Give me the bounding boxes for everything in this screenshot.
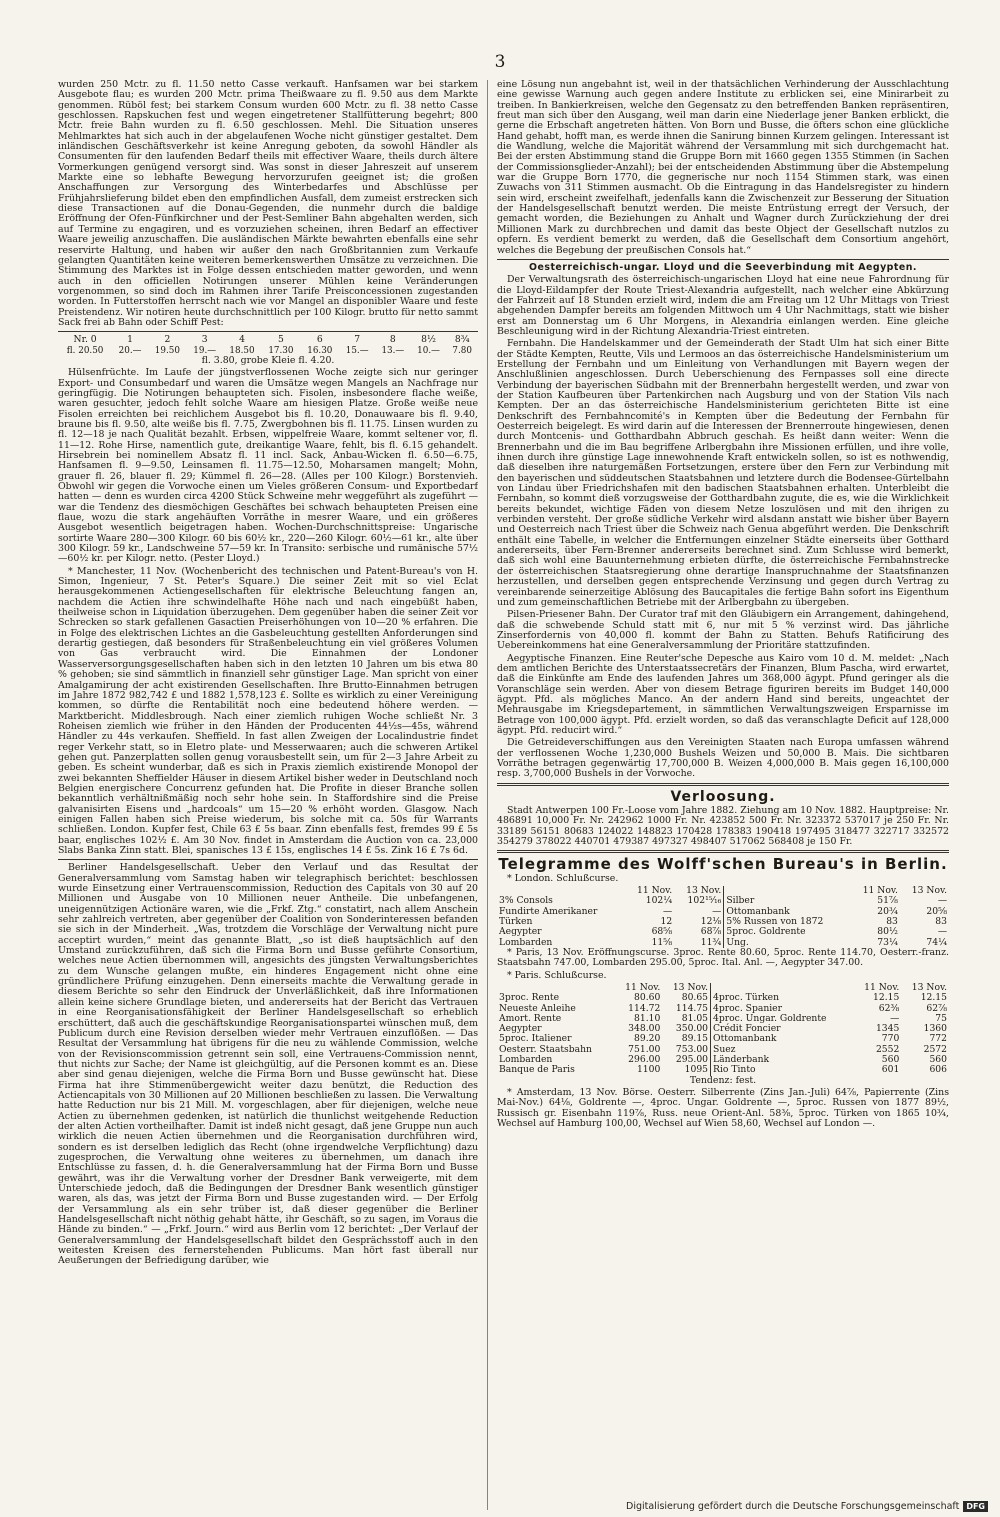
quote-value-cell: 80.60 — [634, 992, 661, 1004]
quote-value-cell: — — [662, 905, 673, 917]
date-cell: 13 Nov. — [672, 981, 709, 993]
quote-label-cell: Oesterr. Staatsbahn — [499, 1043, 592, 1055]
mill-price-cell: 16.30 — [307, 345, 333, 356]
paris-table — [497, 983, 949, 1076]
quote-label-cell: Banque de Paris — [499, 1064, 575, 1076]
quote-value-cell: 1100 — [636, 1064, 661, 1076]
paris-rows — [497, 993, 949, 1075]
mill-numbers-row — [58, 335, 478, 345]
quote-value-cell: 2572 — [923, 1043, 947, 1055]
quote-value-cell: 1095 — [684, 1064, 709, 1076]
section-rule — [497, 259, 949, 260]
mill-number-cell: 4 — [239, 334, 245, 346]
mill-price-cell: 17.30 — [268, 345, 294, 356]
quote-value-cell: 11¾ — [700, 936, 722, 948]
mill-price-cell: 7.80 — [452, 345, 472, 356]
quote-value-cell: 20¾ — [877, 905, 898, 917]
quote-value-cell: 62⅞ — [926, 1002, 947, 1014]
quote-label-cell: Silber — [724, 896, 851, 906]
article-berliner-handelsgesellschaft: Berliner Handelsgesellschaft. Ueber den Verlauf und das Resultat der Generalversammlung vom Samstag haben wir telegraphisch berichtet: beschlossen wurde Einsetzung einer Vertrauenscommission, Reduction des Capitals von 30 auf 20 Millionen und Ausgabe von 10 Millionen neuer Antheile. Die unbefangenen, uneigennützigen Actionäre waren, wie die „Frkf. Ztg.“ constatirt, nach allem Anschein sehr zahlreich vertreten, aber gegenüber der Coalition von Sonderinteressen befanden sie sich in der Minderheit. „Was, trotzdem die Vorschläge der Verwaltung nicht pure acceptirt wurden,“ meint das genannte Blatt, „so ist dieß hauptsächlich auf den Umstand zurückzuführen, daß sich die Firma Born und Busse geführte Consortium, welches neue Actien übernommen will, angesichts des jüngsten Verwaltungsberichtes zu dem Wunsche gelangen mußte, ein hinderes Engagement nicht ohne eine gründlichere Prüfung einzugehen. Denn einerseits machte die Verwaltung gerade in diesem Berichte so sehr den Eindruck der Unverläßlichkeit, daß ihre Informationen allein keine sichere Grundlage bieten, und andererseits hat der Bericht das Vertrauen in eine Reorganisationsfähigkeit der Berliner Handelsgesellschaft so erheblich erschüttert, daß auch die geschäftskundige Reorganisationspartei wünschen muß, dem Publicum durch eine Revision derselben wieder mehr Vertrauen einzuflößen. — Das Resultat der Versammlung hat übrigens für die neu zu wählende Commission, welche von der Revisionscommission getrennt sein soll, eine Vertrauens-Commission nennt, thut nichts zur Sache; der Name ist gleichgültig, auf die Personen kommt es an. Diese aber sind genau diejenigen, welche die Firma Born und Busse gewünscht hat. Diese Firma hat ihre Stimmenübergewicht weiter dazu benützt, die Reduction des Actiencapitals von 30 Millionen auf 20 Millionen beschließen zu lassen. Die Verwaltung hatte Reduction nur bis 21 Mill. M. vorgeschlagen, aber für diejenigen, welche neue Actien zu übernehmen gedenken, ist natürlich die thunlichst weitgehende Reduction der alten Actien vortheilhafter. Damit ist indeß nicht gesagt, daß jene Gruppe nun auch wirklich die neuen Actien übernehmen und die Reorganisation durchführen wird, sondern es ist derselben lediglich das Recht (ohne irgendwelche Verpflichtung) dazu zugesprochen, die Verwaltung ohne weiteres zu übernehmen, um danach ihre Entschlüsse zu fassen, d. h. die Generalversammlung hat der Firma Born und Busse gewährt, was ihr die Verwaltung vorher der Dresdner Bank verweigerte, mit dem Unterschiede jedoch, daß die Bedingungen der Dresdner Bank wesentlich günstiger waren, als das, was jetzt der Firma Born und Busse zugestanden wird. — Der Erfolg der Versammlung als ein sehr trüber ist, daß dieser gegenüber die Berliner Handelsgesellschaft nicht nöthig gehabt hätte, ihr Geschäft, so zu sagen, im Voraus die Hände zu binden.“ — „Frkf. Journ.“ wird aus Berlin vom 12 berichtet: „Der Verlauf der Generalversammlung der Handelsgesellschaft bildet den Gesprächsstoff auch in den weitesten Kreisen des fernerstehenden Publicums. Man hört fast überall nur Aeußerungen der Befriedigung darüber, wie — [58, 862, 478, 1267]
quote-label-cell: Amort. Rente — [499, 1012, 562, 1024]
quote-value-cell: 606 — [929, 1064, 947, 1076]
date-cell: 13 Nov. — [911, 885, 947, 897]
quote-label-cell: 4proc. Ungar. Goldrente — [711, 1014, 854, 1024]
mill-price-table — [58, 335, 478, 356]
mill-price-cell: 19.— — [193, 345, 217, 356]
article-markets: wurden 250 Mctr. zu fl. 11.50 netto Casse verkauft. Hanfsamen war bei starkem Ausgebote flau; es wurden 200 Mctr. prima Theißwaare zu fl. 9.50 aus dem Markte genommen. Rüböl fest; bei starkem Consum wurden 600 Mctr. zu fl. 38 netto Casse geschlossen. Rapskuchen fest und wegen eingetretener Stallfütterung begehrt; 800 Mctr. freie Bahn wurden zu fl. 6.50 geschlossen. Mehl. Die Situation unseres Mehlmarktes hat sich auch in der abgelaufenen Woche nicht günstiger gestaltet. Dem inländischen Geschäftsverkehr ist keine Anregung geboten, da sowohl Händler als Consumenten für den laufenden Bedarf theils mit effectiver Waare, theils durch ältere Vormerkungen genügend versorgt sind. Was sonst in dieser Jahreszeit auf unserem Markte eine so lebhafte Bewegung hervorzurufen geeignet ist; die großen Anschaffungen zur Versorgung des Winterbedarfes und Abschlüsse per Frühjahrslieferung bildet eben den empfindlichen Ausfall, dem zumeist erstrecken sich diese Transactionen auf die Donau-Gegenden, die nunmehr durch die baldige Eröffnung der Ofen-Fünfkirchner und der Pest-Semliner Bahn abgehalten werden, sich auf Termine zu engagiren, und es vorzuziehen scheinen, ihren Bedarf an effectiver Waare jeweilig anzuschaffen. Die ausländischen Märkte bewahrten ebenfalls eine sehr reservirte Haltung, und haben wir außer den nach Großbritannien zum Verkaufe gelangten Quantitäten keine weiteren bemerkenswerthen Umsätze zu verzeichnen. Die Stimmung des Marktes ist in Folge dessen entschieden matter geworden, und wenn auch in den officiellen Notirungen unserer Mühlen keine Veränderungen vorgenommen, so sind doch im Rahmen ihrer Tarife Preisconcessionen zugestanden worden. In Futterstoffen herrscht nach wie vor Mangel an disponibler Waare und feste Preistendenz. Wir notiren heute durchschnittlich per 100 Kilogr. brutto für netto sammt Sack frei ab Bahn oder Schiff Pest: — [58, 80, 478, 328]
quote-label-cell: Suez — [711, 1045, 854, 1055]
mill-bran-line: fl. 3.80, grobe Kleie fl. 4.20. — [201, 354, 335, 366]
paris-tendenz: Tendenz: fest. — [689, 1074, 757, 1086]
quote-value-cell: 51⅞ — [877, 895, 898, 907]
quote-label-cell: Crédit Foncier — [711, 1024, 854, 1034]
quote-value-cell: 11⅝ — [651, 936, 673, 948]
quote-value-cell: 296.00 — [628, 1053, 661, 1065]
heading-lloyd: Oesterreichisch-ungar. Lloyd und die Seeverbindung mit Aegypten. — [529, 261, 917, 273]
paris-opening: * Paris, 13 Nov. Eröffnungscurse. 3proc. Rente 80.60, 5proc. Rente 114.70, Oesterr.-franz. Staatsbahn 747.00, Lombarden 295.00, 5proc. Ital. Anl. —, Aegypter 347.00. — [497, 946, 949, 969]
quote-label-cell: Länderbank — [711, 1055, 854, 1065]
mill-number-cell: 2 — [164, 334, 171, 346]
quote-value-cell: 83 — [935, 915, 947, 927]
article-aegyptische-finanzen: Aegyptische Finanzen. Eine Reuter'sche Depesche aus Kairo vom 10 d. M. meldet: „Nach dem amtlichen Berichte des Unterstaatssecretärs der Finanzen, Blum Pascha, wird erwartet, daß die Einkünfte am Ende des laufenden Jahres um 368,000 ägypt. Pfund geringer als die Voranschläge sein werden. Aber von diesem Betrage figuriren bereits im Budget 140,000 ägypt. Pfd. als mögliches Manco. An der andern Hand sind bereits, ungeachtet der Mehrausgabe im Kriegsdepartement, in sämmtlichen Verwaltungszweigen Ersparnisse im Betrage von 100,000 ägypt. Pfd. erzielt worden, so daß das veranschlagte Deficit auf 128,000 ägypt. Pfd. reducirt wird.“ — [497, 652, 949, 736]
mill-number-cell: 6 — [316, 334, 323, 346]
quote-label-cell: Aegypter — [499, 926, 542, 938]
quote-value-cell: 81.05 — [681, 1012, 709, 1024]
mill-price-cell: fl. 20.50 — [66, 345, 104, 356]
column-divider — [487, 80, 488, 1510]
section-rule — [58, 859, 478, 860]
quote-label-cell: 4proc. Spanier — [711, 1004, 854, 1014]
dfg-logo: DFG — [963, 1501, 988, 1512]
article-fernbahn: Fernbahn. Die Handelskammer und der Gemeinderath der Stadt Ulm hat sich einer Bitte der Städte Kempten, Reutte, Vils und Lermoos an das österreichische Handelsministerium um Erstellung der Fernbahn und um Einleitung von Verhandlungen mit Bayern wegen der Anschlußlinien angeschlossen. Durch Ueberschienung des Fernpasses soll eine directe Verbindung der bayerischen Südbahn mit der Brennerbahn hergestellt werden, und zwar von der Station Kaufbeuren über Partenkirchen nach Augsburg und von der Station Vils nach Kempten. Der an das österreichische Handelsministerium gerichteten Bitte ist eine Denkschrift des Fernbahncomité's in Kempten über die Bedeutung der Fernbahn für Oesterreich beigelegt. Es wird darin auf die Interessen der Brennerroute hingewiesen, denen durch Montcenis- und Gotthardbahn Abbruch geschah. Es heißt dann weiter: Wenn die Brennerbahn und die im Bau begriffene Arlbergbahn ihre Missionen erfüllen, und ihre volle, ihnen durch ihre günstige Lage innewohnende Kraft entwickeln sollen, so ist es nothwendig, daß dieselben ihre naturgemäßen Fortsetzungen, erstere über den Fern zur Verbindung mit den bayerischen und süddeutschen Staatsbahnen und letztere durch die Bodensee-Gürtelbahn von Lindau über Friedrichshafen mit den badischen Staatsbahnen erhalten. Unterbleibt die Fernbahn, so kommt dieß vorzugsweise der Gotthardbahn zugute, die es, wie die Wirklichkeit bereits bekundet, wichtige Fäden von diesem Netze loszulösen und mit den ihrigen zu verbinden versteht. Der große südliche Verkehr wird alsdann anstatt wie bisher über Bayern und Oesterreich nach Triest über die Schweiz nach Genua abgeführt werden. Die Denkschrift enthält eine Tabelle, in welcher die Entfernungen einzelner Städte einerseits über Gotthard andererseits, über Fern-Brenner andererseits berechnet sind. Zum Schlusse wird bemerkt, daß sich wohl eine Bauunternehmung erbieten dürfte, die österreichische Fernbahnstrecke der österreichischen Staatsregierung ohne derartige Inanspruchnahme der Staatsfinanzen herzustellen, und derselben gegen entsprechende Verzinsung und gegen durch Vertrag zu vereinbarende seinerzeitige Ablösung des Baucapitales die fertige Bahn sofort ins Eigenthum und zum gemeinschaftlichen Betriebe mit der Arlbergbahn zu übergeben. — [497, 338, 949, 608]
quote-label-cell: 5% Russen von 1872 — [724, 917, 851, 927]
quote-label-cell: 5proc. Goldrente — [724, 927, 851, 937]
article-verloosung: Stadt Antwerpen 100 Fr.-Loose vom Jahre 1882. Ziehung am 10 Nov. 1882. Hauptpreise: Nr. 486891 10,000 Fr. Nr. 242962 1000 Fr. Nr. 423852 500 Fr. Nr. 323372 537017 je 250 Fr. Nr. 33189 56151 80683 124022 148823 170428 178383 190418 197495 318477 322717 332572 354279 378022 440701 479387 497327 498407 517062 568408 je 150 Fr. — [497, 805, 949, 848]
quote-value-cell: 12.15 — [920, 992, 947, 1004]
mill-number-cell: 1 — [127, 334, 133, 346]
quote-value-cell: 560 — [929, 1053, 947, 1065]
quote-value-cell: 75 — [935, 1012, 947, 1024]
quote-value-cell: 74¼ — [926, 936, 947, 948]
quote-value-cell: 80½ — [877, 926, 898, 938]
quote-label-cell: 3% Consols — [499, 895, 553, 907]
quote-value-cell: 12.15 — [873, 992, 900, 1004]
section-rule — [497, 850, 949, 853]
quote-value-cell: 62⅜ — [878, 1002, 900, 1014]
quote-value-cell: 89.15 — [681, 1033, 709, 1045]
quote-value-cell: — — [712, 905, 722, 917]
quote-value-cell: 81.10 — [634, 1012, 661, 1024]
quote-value-cell: — — [937, 926, 947, 938]
quote-label-cell: 3proc. Rente — [499, 992, 560, 1004]
article-lloyd: Der Verwaltungsrath des österreichisch-ungarischen Lloyd hat eine neue Fahrordnung für die Lloyd-Eildampfer der Route Triest-Alexandria aufgestellt, nach welcher eine Abkürzung der Fahrzeit auf 18 Stunden erzielt wird, indem die am Freitag um 12 Uhr Mittags von Triest abgehenden Dampfer bereits am folgenden Mittwoch um 4 Uhr Nachmittags, statt wie bisher erst am Donnerstag um 6 Uhr Morgens, in Alexandria einlangen werden. Eine gleiche Beschleunigung wird in der Richtung Alexandria-Triest eintreten. — [497, 274, 949, 337]
mill-number-cell: 3 — [201, 334, 208, 346]
quote-value-cell: 2552 — [875, 1043, 900, 1055]
quote-value-cell: 80.65 — [681, 992, 709, 1004]
london-heading: * London. Schlußcurse. — [507, 872, 619, 884]
quote-value-cell: 68⅝ — [651, 926, 673, 938]
quote-value-cell: 102¹⁵⁄₁₆ — [687, 895, 722, 907]
page-number: 3 — [494, 52, 506, 72]
mill-price-cell: 15.— — [345, 345, 369, 356]
article-pilsen-priesener: Pilsen-Priesener Bahn. Der Curator traf mit den Gläubigern ein Arrangement, dahingehend, daß die schwebende Schuld statt mit 6, nur mit 5 % verzinst wird. Das jährliche Zinserfordernis von 40,000 fl. kommt der Bahn zu Statten. Behufs Ratificirung des Uebereinkommens hat eine Generalversammlung der Prioritäre stattzufinden. — [497, 609, 949, 652]
article-getreideverschiffungen: Die Getreideverschiffungen aus den Vereinigten Staaten nach Europa umfassen während der verflossenen Woche 1,230,000 Bushels Weizen und 50,000 B. Mais. Die sichtbaren Vorräthe betragen gegenwärtig 17,700,000 B. Weizen 4,000,000 B. Mais gegen 16,100,000 resp. 3,700,000 Bushels in der Vorwoche. — [497, 737, 949, 780]
mill-price-cell: 19.50 — [154, 345, 180, 356]
date-cell: 13 Nov. — [911, 981, 947, 993]
quote-value-cell: 350.00 — [675, 1023, 709, 1035]
quote-label-cell: Lombarden — [499, 936, 553, 948]
quote-label-cell: Ottomanbank — [711, 1034, 854, 1044]
quote-label-cell: Aegypter — [499, 1023, 542, 1035]
quote-value-cell: 753.00 — [675, 1043, 709, 1055]
quote-value-cell: 12 — [660, 915, 673, 927]
quote-value-cell: 12⅛ — [700, 915, 722, 927]
quote-value-cell: 89.20 — [634, 1033, 661, 1045]
date-cell: 11 Nov. — [636, 885, 673, 897]
quote-value-cell: — — [937, 895, 947, 907]
footer-text: Digitalisierung gefördert durch die Deutsche Forschungsgemeinschaft — [626, 1501, 960, 1512]
quote-value-cell: 1360 — [923, 1023, 947, 1035]
mill-price-cell: 20.— — [118, 345, 142, 356]
amsterdam-report: * Amsterdam, 13 Nov. Börse. Oesterr. Silberrente (Zins Jan.-Juli) 64⅞, Papierrente (Zins Mai-Nov.) 64⅛, Goldrente —, 4proc. Ungar. Goldrente —, 5proc. Russen von 1877 89½, Russisch gr. Eisenbahn 119⅞, Russ. neue Orient-Anl. 58⅜, 5proc. Türken von 1865 10¾, Wechsel auf Hamburg 100,00, Wechsel auf Wien 58,60, Wechsel auf London —. — [497, 1086, 949, 1129]
mill-number-cell: 8½ — [421, 334, 436, 346]
article-continuation: eine Lösung nun angebahnt ist, weil in der thatsächlichen Verhinderung der Ausschlachtung eine gewisse Warnung auch gegen andere Institute zu erblicken sei, eine Minirarbeit zu treiben. In Bankierkreisen, welche den Gegensatz zu den betreffenden Banken repräsentiren, freut man sich über den Ausgang, weil man darin eine Niederlage jener Banken erblickt, die gerne die Erbschaft angetreten hätten. Von Born und Busse, die öfters schon eine glückliche Hand gehabt, hofft man, es werde ihnen die Sanirung binnen Kurzem gelingen. Interessant ist die Wandlung, welche die Majorität während der Versammlung mit sich durchgemacht hat. Bei der ersten Abstimmung stand die Gruppe Born mit 1660 gegen 1355 Stimmen (in Sachen der Commissionsglieder-Anzahl); bei der entscheidenden Abstimmung über die Abstempelung war die Gruppe Born 1770, die gegnerische nur noch 1154 Stimmen stark, was einen Zuwachs von 311 Stimmen ausmacht. Ob die Eintragung in das Handelsregister zu hindern sein wird, erscheint zweifelhaft, jedenfalls kann die Zwischenzeit zur Besserung der Situation der Handelsgesellschaft benutzt werden. Die meiste Entrüstung erregt der Versuch, der gemacht worden, die Beziehungen zu Anhalt und Wagner durch Zurückziehung der drei Millionen Mark zu durchbrechen und damit das beste Object der Gesellschaft nutzlos zu opfern. Es verdient bemerkt zu werden, daß die Gesellschaft dem Consortium angehört, welches die Begebung der preußischen Consols hat.“ — [497, 80, 949, 256]
right-column — [497, 80, 949, 1510]
quote-value-cell: 73¼ — [877, 936, 898, 948]
quote-row — [497, 993, 949, 1003]
mill-number-cell: 8¾ — [454, 334, 470, 346]
quote-label-cell: Ung. — [724, 938, 851, 948]
mill-price-cell: 13.— — [381, 345, 405, 356]
mill-number-cell: 8 — [389, 334, 396, 346]
quote-value-cell: 601 — [881, 1064, 900, 1076]
paris-heading: * Paris. Schlußcurse. — [507, 969, 607, 981]
quote-value-cell: 83 — [886, 915, 898, 927]
quote-value-cell: 102¼ — [645, 895, 673, 907]
date-cell: 13 Nov. — [686, 885, 722, 897]
quote-label-cell: Rio Tinto — [711, 1065, 854, 1075]
quote-label-cell: Lombarden — [499, 1053, 553, 1065]
quote-label-cell: 4proc. Türken — [711, 993, 854, 1003]
quote-label-cell: Ottomanbank — [724, 907, 851, 917]
section-rule — [497, 783, 949, 786]
quote-value-cell: 68⅞ — [700, 926, 722, 938]
article-manchester: * Manchester, 11 Nov. (Wochenbericht des technischen und Patent-Bureau's von H. Simon, Ingenieur, 7 St. Peter's Square.) Die seiner Zeit mit so viel Eclat herausgekommenen Actiengesellschaften für elektrische Beleuchtung fangen an, nachdem die Actien ihre schwindelhafte Höhe nach und nach eingebüßt haben, theilweise schon in Liquidation überzugehen. Dem gegenüber haben die seiner Zeit vor Schrecken so stark gefallenen Gasactien Preiserhöhungen von 10—20 % erfahren. Die in Folge des elektrischen Lichtes an die Gasbeleuchtung gestellten Anforderungen sind derartig gestiegen, daß besonders für Straßenbeleuchtung ein viel größeres Volumen von Gas verbraucht wird. Die Einnahmen der Londoner Wasserversorgungsgesellschaften haben sich in den letzten 10 Jahren um bis etwa 80 % gehoben; sie sind sämmtlich in finanziell sehr günstiger Lage. Man spricht von einer Amalgamirung der acht existirenden Gesellschaften. Ihre Brutto-Einnahmen betrugen im Jahre 1872 982,742 £ und 1882 1,578,123 £. Sollte es wirklich zu einer Vereinigung kommen, so dürfte die Rentabilität noch eine bedeutend höhere werden. — Marktbericht. Middlesbrough. Nach einer ziemlich ruhigen Woche schließt Nr. 3 Roheisen ziemlich wie früher in den Händen der Producenten 44½s—45s, während Händler zu 44s verkaufen. Sheffield. In fast allen Zweigen der Localindustrie findet reger Verkehr statt, so in Eletro plate- und Messerwaaren; auch die schweren Artikel gehen gut. Panzerplatten sollen genug vorausbestellt sein, um für 2—3 Jahre Arbeit zu geben. Es scheint wunderbar, daß es sich in Praxis ziemlich existirende Monopol der zwei bekannten Sheffielder Häuser in diesem Artikel bisher weder in Deutschland noch Belgien energischere Concurrenz gefunden hat. Die Profite in dieser Branche sollen bekanntlich verhältnißmäßig noch sehr hohe sein. In Staffordshire sind die Preise galvanisirten Eisens und „hardcoals“ um 15—20 % erhöht worden. Glasgow. Nach einigen Fallen haben sich Preise wiederum, bis solche mit ca. 50s für Warrants schließen. London. Kupfer fest, Chile 63 £ 5s baar. Zinn ebenfalls fest, fremdes 99 £ 5s baar, englisches 102½ £. Am 30 Nov. findet in Amsterdam die Auction von ca. 23,000 Slabs Banka Zinn statt. Blei, spanisches 13 £ 15s, englisches 14 £ 5s. Zink 16 £ 7s 6d. — [58, 565, 478, 856]
table-rule — [58, 331, 478, 332]
mill-number-cell: 7 — [354, 334, 361, 346]
date-cell: 11 Nov. — [625, 981, 661, 993]
quote-value-cell: 114.72 — [628, 1002, 661, 1014]
quote-value-cell: 20⅝ — [926, 905, 947, 917]
quote-label-cell: Neueste Anleihe — [499, 1002, 576, 1014]
quote-row — [497, 907, 949, 917]
heading-verloosung: Verloosung. — [670, 788, 776, 805]
mill-price-cell: 18.50 — [229, 345, 255, 356]
quote-label-cell: Türken — [499, 915, 533, 927]
quote-value-cell: 1345 — [875, 1023, 900, 1035]
quote-value-cell: 295.00 — [675, 1053, 709, 1065]
quote-value-cell: 114.75 — [675, 1002, 709, 1014]
mill-price-cell: 10.— — [417, 345, 440, 356]
quote-label-cell: Fundirte Amerikaner — [499, 905, 598, 917]
heading-telegramme: Telegramme des Wolff'schen Bureau's in Berlin. — [498, 855, 948, 874]
quote-value-cell: 772 — [929, 1033, 947, 1045]
mill-number-cell: Nr. 0 — [73, 334, 97, 346]
quote-value-cell: — — [890, 1012, 900, 1024]
quote-value-cell: 770 — [881, 1033, 900, 1045]
left-column — [58, 80, 478, 1510]
quote-value-cell: 348.00 — [628, 1023, 661, 1035]
date-cell: 11 Nov. — [864, 981, 900, 993]
quote-value-cell: 751.00 — [628, 1043, 661, 1055]
article-huelsenfruechte: Hülsenfrüchte. Im Laufe der jüngstverflossenen Woche zeigte sich nur geringer Export- und Consumbedarf und waren die Umsätze wegen Mangels an Nachfrage nur geringfügig. Die Notirungen behaupteten sich. Fisolen, insbesondere flache weiße, waren gesuchter, jedoch fehlt solche Waare am hiesigen Platze. Große weiße neue Fisolen erreichten bei reichlichem Ausgebot bis fl. 10.20, Donauwaare bis fl. 9.40, braune bis fl. 9.50, alte weiße bis fl. 7.75, Zwergbohnen bis fl. 11.75. Linsen wurden zu fl. 12—18 je nach Qualität bezahlt. Erbsen, wippelfreie Waare, kommt seltener vor, fl. 11—12. Rohe Hirse, namentlich gute, dreikantige Waare, fehlt, bis fl. 6.15 gehandelt. Hirsebrein bei nominellem Absatz fl. 11 incl. Sack, Anbau-Wicken fl. 6.50—6.75, Hanfsamen fl. 9—9.50, Leinsamen fl. 11.75—12.50, Moharsamen mangelt; Mohn, grauer fl. 26, blauer fl. 29; Kümmel fl. 26—28. (Alles per 100 Kilogr.) Borstenvieh. Obwohl wir gegen die Vorwoche einen um Vieles größeren Consum- und Exportbedarf hatten — denn es wurden circa 4200 Stück Schweine mehr weggeführt als zugeführt — war die Tendenz des diesmöchigen Geschäftes bei schwach behaupteten Preisen eine flaue, wozu die stark angehäuften Vorräthe in mesrer Waare, und ein größeres Ausgebot wesentlich beigetragen haben. Wochen-Durchschnittspreise: Ungarische sortirte Waare 280—300 Kilogr. 60 bis 60½ kr., 220—260 Kilogr. 60½—61 kr., alte über 300 Kilogr. 59 kr., Landschweine 57—59 kr. In Transito: serbische und rumänische 57½—60½ kr. per Kilogr. netto. (Pester Lloyd.) — [58, 367, 478, 565]
quote-value-cell: 560 — [881, 1053, 900, 1065]
london-table — [497, 886, 949, 948]
date-cell: 11 Nov. — [862, 885, 898, 897]
london-rows — [497, 896, 949, 947]
mill-number-cell: 5 — [277, 334, 284, 346]
footer — [626, 1501, 988, 1512]
quote-label-cell: 5proc. Italiener — [499, 1033, 572, 1045]
